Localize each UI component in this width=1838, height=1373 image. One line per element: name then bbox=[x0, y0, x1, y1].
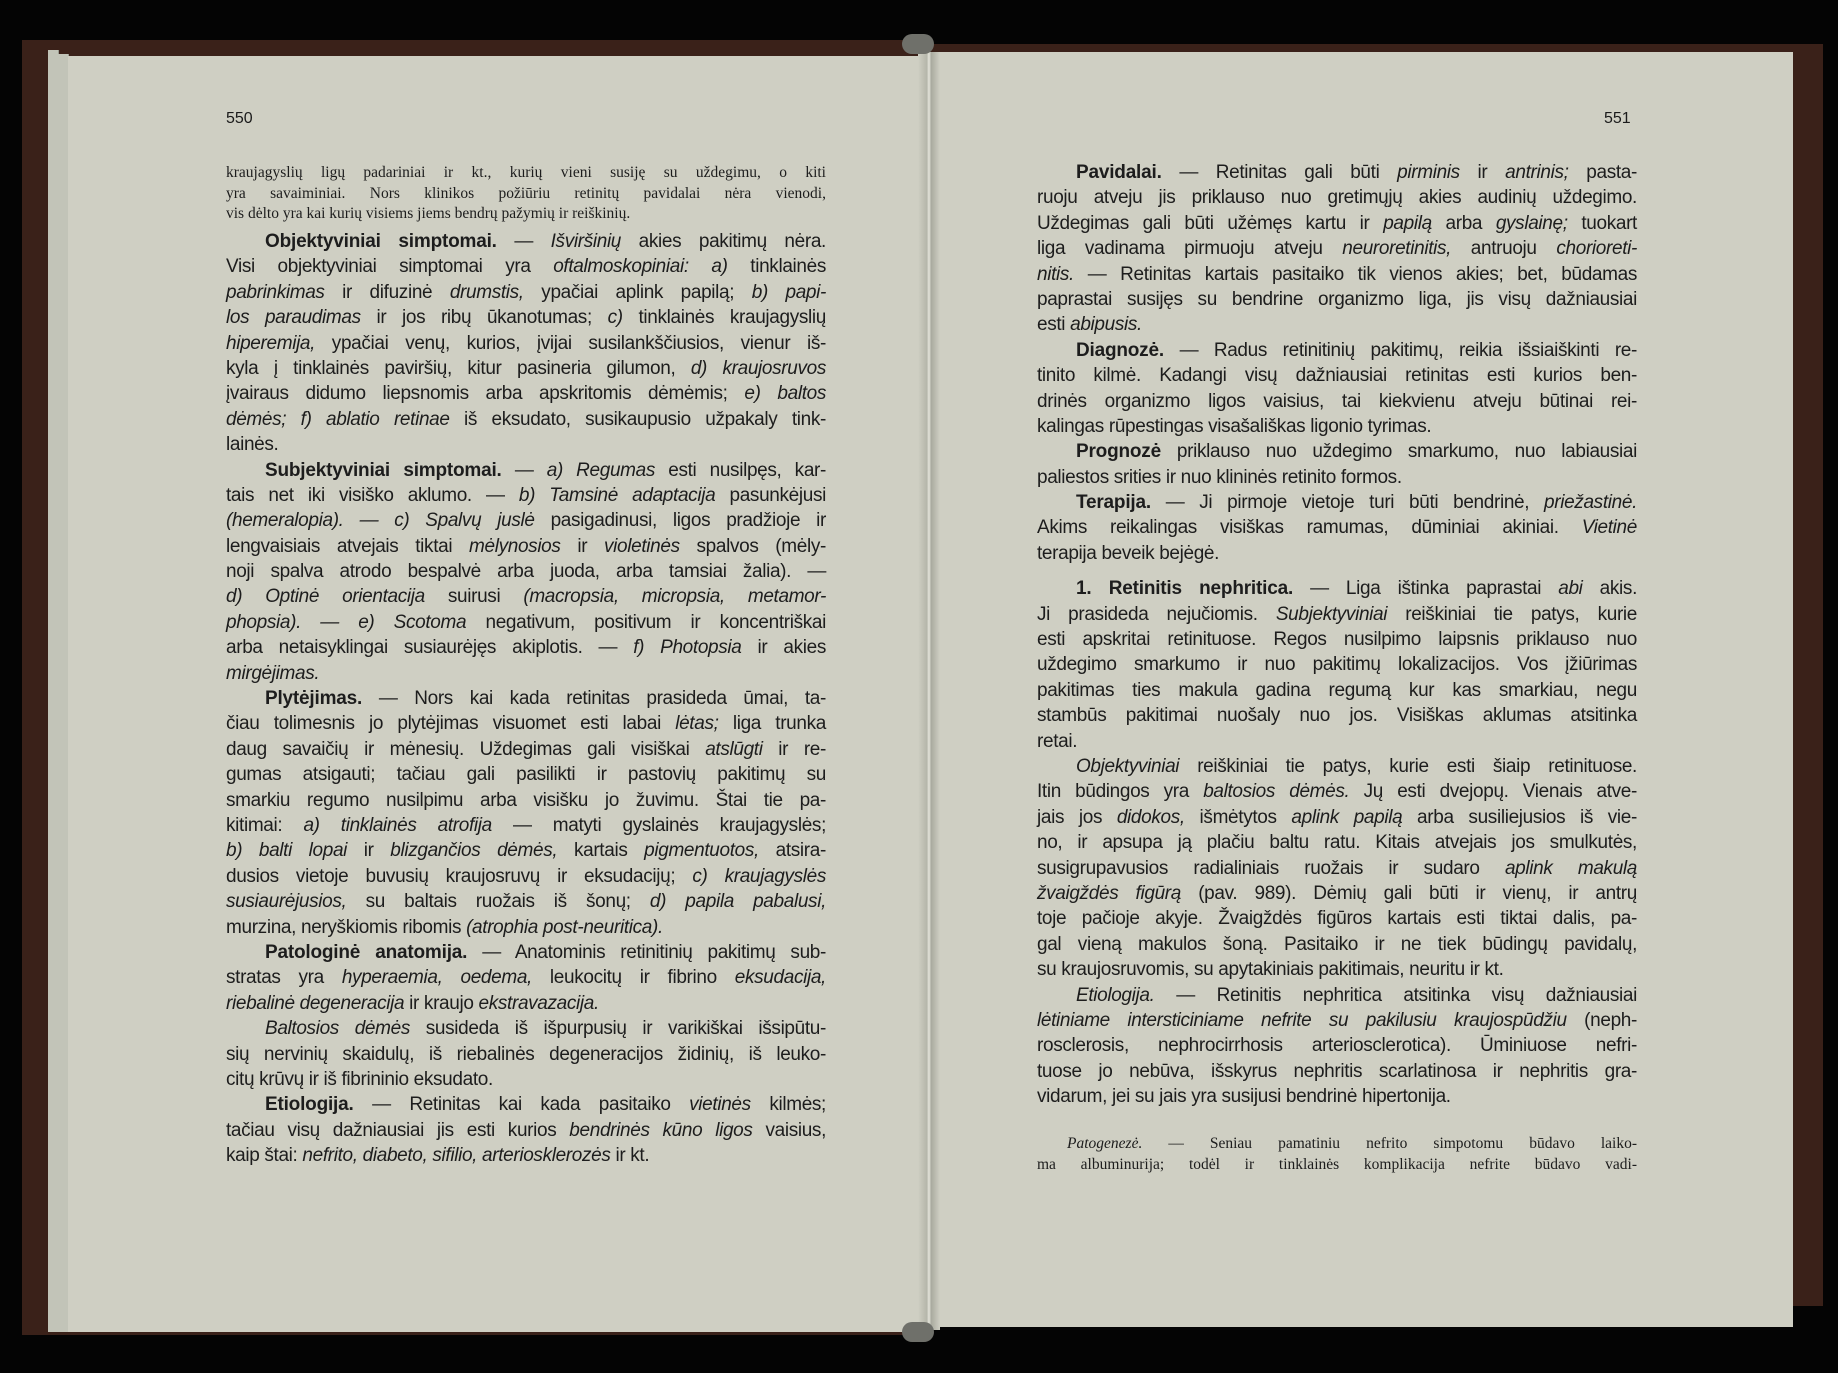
text-line: b) balti lopai ir blizgančios dėmės, kartais pigmentuotos, atsira- bbox=[226, 840, 826, 862]
emphasis: eksudacija, bbox=[734, 967, 826, 989]
text-line: Uždegimas gali būti užėmęs kartu ir papilą arba gyslainę; tuokart bbox=[1037, 212, 1637, 234]
emphasis: (atrophia post-neuritica). bbox=[466, 916, 663, 938]
paragraph bbox=[226, 686, 826, 940]
text-line: drinės organizmo ligos vaisius, tai kiekvienu atveju būtinai rei- bbox=[1037, 390, 1637, 412]
paragraph bbox=[1037, 576, 1637, 754]
emphasis: b) balti lopai bbox=[226, 840, 348, 862]
paragraph bbox=[226, 940, 826, 1016]
emphasis: priežastinė. bbox=[1544, 492, 1637, 514]
emphasis: riebalinė degeneracija bbox=[226, 992, 405, 1014]
text-line: gumas atsigauti; tačiau gali pasilikti ir pastovių pakitimų su bbox=[226, 764, 826, 786]
text-line: sių nervinių skaidulų, iš riebalinės degeneracijos židinių, iš leuko- bbox=[226, 1043, 826, 1065]
text-line: tačiau visų dažniausiai jis esti kurios bendrinės kūno ligos vaisius, bbox=[226, 1119, 827, 1141]
text-line: retai. bbox=[1037, 730, 1078, 752]
text-line: paliestos srities ir nuo klininės retinito formos. bbox=[1037, 466, 1402, 488]
emphasis: Baltosios dėmės bbox=[265, 1018, 410, 1040]
text-line: Diagnozė. — Radus retinitinių pakitimų, reikia išsiaiškinti re- bbox=[1076, 339, 1637, 361]
text-line: Akims reikalingas visiškas ramumas, dūminiai akiniai. Vietinė bbox=[1037, 517, 1637, 539]
emphasis: gyslainę; bbox=[1495, 212, 1568, 234]
text-line: pakitimas ties makula gadina regumą kur kas smarkiau, negu bbox=[1037, 679, 1637, 701]
emphasis: blizgančios dėmės, bbox=[390, 840, 558, 862]
emphasis: oftalmoskopiniai: a) bbox=[553, 256, 728, 278]
emphasis: abi bbox=[1558, 578, 1583, 600]
text-line: kraujagyslių ligų padariniai ir kt., kurių vieni susiję su uždegimu, o kiti bbox=[226, 164, 826, 181]
text-line: Visi objektyviniai simptomai yra oftalmoskopiniai: a) tinklainės bbox=[226, 256, 826, 278]
text-line: stratas yra hyperaemia, oedema, leukocitų ir fibrino eksudacija, bbox=[226, 967, 826, 989]
paragraph bbox=[1037, 338, 1637, 440]
text-line: paprastai susijęs su bendrine organizmo liga, jis visų dažniausiai bbox=[1037, 288, 1637, 310]
emphasis: c) kraujagyslės bbox=[692, 865, 826, 887]
text-line: stambūs pakitimai nuošaly nuo jos. Visiškas aklumas atsitinka bbox=[1037, 705, 1637, 727]
text-line: susigrupavusios radialiniais ruožais ir sudaro aplink makulą bbox=[1037, 857, 1637, 879]
text-line: Pavidalai. — Retinitas gali būti pirminis ir antrinis; pasta- bbox=[1076, 162, 1637, 183]
text-line: Prognozė priklauso nuo uždegimo smarkumo, nuo labiausiai bbox=[1076, 441, 1637, 463]
text-line: tais net iki visiško aklumo. — b) Tamsinė adaptacija pasunkėjusi bbox=[226, 484, 826, 506]
emphasis: violetinės bbox=[604, 535, 680, 557]
text-line: dėmės; f) ablatio retinae iš eksudato, susikaupusio užpakaly tink- bbox=[226, 408, 826, 430]
emphasis: a) Regumas bbox=[546, 459, 656, 481]
text-line: esti abipusis. bbox=[1037, 314, 1142, 336]
emphasis: e) baltos bbox=[744, 383, 826, 405]
text-line: Patologinė anatomija. — Anatominis retinitinių pakitimų sub- bbox=[265, 941, 826, 963]
text-line: noji spalva atrodo bespalvė arba juoda, arba tamsiai žalia). — bbox=[226, 561, 826, 583]
text-line: phopsia). — e) Scotoma negativum, positivum ir koncentriškai bbox=[226, 611, 827, 633]
emphasis: Subjektyviniai bbox=[1275, 603, 1388, 625]
emphasis: abipusis. bbox=[1070, 314, 1142, 336]
emphasis: ekstravazacija. bbox=[478, 992, 599, 1014]
text-line: Etiologija. — Retinitas kai kada pasitaiko vietinės kilmės; bbox=[265, 1094, 826, 1116]
text-line: įvairaus didumo liepsnomis arba apskritomis dėmėmis; e) baltos bbox=[226, 383, 826, 405]
emphasis: mirgėjimas. bbox=[226, 662, 320, 684]
text-line: Plytėjimas. — Nors kai kada retinitas prasideda ūmai, ta- bbox=[265, 688, 826, 710]
emphasis: neuroretinitis, bbox=[1342, 238, 1452, 260]
paragraph bbox=[226, 1092, 826, 1168]
text-line: kalingas rūpestingas visašališkas ligonio tyrimas. bbox=[1037, 415, 1432, 437]
emphasis: los paraudimas bbox=[226, 307, 361, 329]
emphasis: chorioreti- bbox=[1556, 238, 1637, 260]
emphasis: pirminis bbox=[1397, 162, 1460, 183]
emphasis: Patogenezė. bbox=[1067, 1135, 1143, 1152]
emphasis: d) papila pabalusi, bbox=[649, 891, 826, 913]
emphasis: vietinės bbox=[689, 1094, 751, 1116]
emphasis: hyperaemia, oedema, bbox=[341, 967, 532, 989]
section-heading: 1. Retinitis nephritica. bbox=[1076, 578, 1294, 600]
emphasis: c) bbox=[607, 307, 623, 329]
paragraph bbox=[1037, 160, 1637, 338]
emphasis: d) kraujosruvos bbox=[690, 357, 826, 379]
text-line: kyla į tinklainės paviršių, kitur pasineria gilumon, d) kraujosruvos bbox=[226, 357, 826, 379]
section-heading: Diagnozė. bbox=[1076, 339, 1164, 361]
text-line: Subjektyviniai simptomai. — a) Regumas esti nusilpęs, kar- bbox=[265, 459, 826, 481]
emphasis: nitis. bbox=[1037, 263, 1074, 285]
text-line: daug savaičių ir mėnesių. Uždegimas gali visiškai atslūgti ir re- bbox=[226, 738, 826, 760]
emphasis: pabrinkimas bbox=[226, 281, 325, 303]
emphasis: phopsia). — e) Scotoma bbox=[226, 611, 467, 633]
emphasis: b) Tamsinė adaptacija bbox=[518, 484, 716, 506]
text-line: Objektyviniai reiškiniai tie patys, kurie esti šiaip retinituose. bbox=[1076, 755, 1637, 777]
left-body-text bbox=[226, 229, 826, 1168]
page-number-right: 551 bbox=[1604, 110, 1631, 127]
text-line: lėtiniame intersticiniame nefrite su pakilusiu kraujospūdžiu (neph- bbox=[1037, 1009, 1637, 1031]
text-line: rosclerosis, nephrocirrhosis arteriosclerotica). Ūminiuose nefri- bbox=[1037, 1035, 1637, 1057]
text-line: terapija beveik bejėgė. bbox=[1037, 542, 1220, 564]
left-intro-text bbox=[226, 163, 826, 225]
paragraph bbox=[226, 458, 826, 687]
emphasis: susiaurėjusios, bbox=[226, 891, 347, 913]
text-line: tinito kilmė. Kadangi visų dažniausiai retinitas esti kurios ben- bbox=[1037, 365, 1637, 387]
text-line: susiaurėjusios, su baltais ruožais iš šonų; d) papila pabalusi, bbox=[226, 891, 826, 913]
emphasis: lėtas; bbox=[675, 713, 719, 735]
emphasis: antrinis; bbox=[1505, 162, 1569, 183]
emphasis: lėtiniame intersticiniame nefrite su pakilusiu kraujospūdžiu bbox=[1037, 1009, 1567, 1031]
paragraph bbox=[1037, 983, 1637, 1110]
emphasis: dėmės; f) ablatio retinae bbox=[226, 408, 450, 430]
paragraph bbox=[1037, 754, 1637, 983]
section-heading: Prognozė bbox=[1076, 441, 1161, 463]
emphasis: drumstis, bbox=[449, 281, 524, 303]
emphasis: f) Photopsia bbox=[633, 637, 742, 659]
paragraph bbox=[1037, 490, 1637, 566]
emphasis: a) tinklainės atrofija bbox=[303, 814, 492, 836]
section-heading: Subjektyviniai simptomai. bbox=[265, 459, 502, 481]
emphasis: aplink makulą bbox=[1504, 857, 1637, 879]
text-line: dusios vietoje buvusių kraujosruvų ir eksudacijų; c) kraujagyslės bbox=[226, 865, 826, 887]
emphasis: bendrinės kūno ligos bbox=[569, 1119, 753, 1141]
text-line: žvaigždės figūrą (pav. 989). Dėmių gali būti ir vienų, ir antrų bbox=[1037, 882, 1637, 904]
section-heading: Plytėjimas. bbox=[265, 688, 363, 710]
text-line: murzina, neryškiomis ribomis (atrophia post-neuritica). bbox=[226, 916, 663, 938]
text-line: Etiologija. — Retinitis nephritica atsitinka visų dažniausiai bbox=[1076, 984, 1637, 1006]
text-line: Baltosios dėmės susideda iš išpurpusių ir varikiškai išsipūtu- bbox=[265, 1018, 826, 1040]
text-line: lainės. bbox=[226, 434, 279, 456]
text-line: tuose jo nebūva, išskyrus nephritis scarlatinosa ir nephritis gra- bbox=[1037, 1060, 1637, 1082]
emphasis: atslūgti bbox=[705, 738, 763, 760]
emphasis: (hemeralopia). — c) Spalvų juslė bbox=[226, 510, 535, 532]
text-line: d) Optinė orientacija suirusi (macropsia, micropsia, metamor- bbox=[226, 586, 826, 608]
text-line: Itin būdingos yra baltosios dėmės. Jų esti dvejopų. Vienais atve- bbox=[1037, 781, 1637, 803]
text-line: hiperemija, ypačiai venų, kurios, įvijai susilankščiusios, vienur iš- bbox=[226, 332, 826, 354]
text-line: kaip štai: nefrito, diabeto, sifilio, arteriosklerozės ir kt. bbox=[226, 1145, 650, 1167]
emphasis: aplink papilą bbox=[1291, 806, 1403, 828]
text-line: jais jos didokos, išmėtytos aplink papilą arba susiliejusios iš vie- bbox=[1037, 806, 1637, 828]
emphasis: Išviršinių bbox=[550, 231, 622, 252]
text-line: riebalinė degeneracija ir kraujo ekstravazacija. bbox=[226, 992, 599, 1014]
text-line: (hemeralopia). — c) Spalvų juslė pasigadinusi, ligos pradžioje ir bbox=[226, 510, 826, 532]
emphasis: hiperemija, bbox=[226, 332, 316, 354]
page-number-left: 550 bbox=[226, 110, 253, 127]
emphasis: pigmentuotos, bbox=[644, 840, 759, 862]
paragraph bbox=[226, 1016, 826, 1092]
text-line: esti apskritai retinituose. Regos nusilpimo laipsnis priklauso nuo bbox=[1037, 629, 1637, 651]
emphasis: baltosios dėmės. bbox=[1203, 781, 1350, 803]
text-line: yra savaiminiai. Nors klinikos požiūriu retinitų pavidalai nėra vienodi, bbox=[226, 184, 826, 202]
emphasis: nefrito, diabeto, sifilio, arteriosklerozės bbox=[302, 1145, 611, 1167]
section-heading: Terapija. bbox=[1076, 492, 1151, 514]
text-line: toje pačioje akyje. Žvaigždės figūros kartais esti tiktai dalis, pa- bbox=[1037, 908, 1637, 930]
paragraph bbox=[1037, 439, 1637, 490]
emphasis: papilą bbox=[1383, 212, 1432, 234]
right-footnote-text bbox=[1037, 1133, 1637, 1175]
text-line: Terapija. — Ji pirmoje vietoje turi būti bendrinė, priežastinė. bbox=[1076, 492, 1637, 514]
text-line: los paraudimas ir jos ribų ūkanotumas; c) tinklainės kraujagyslių bbox=[226, 307, 826, 329]
binding-clip bbox=[902, 34, 934, 54]
text-line: nitis. — Retinitas kartais pasitaiko tik vienos akies; bet, būdamas bbox=[1037, 263, 1637, 285]
text-line: ma albuminurija; todėl ir tinklainės komplikacija nefrite būdavo vadi- bbox=[1037, 1156, 1637, 1173]
text-line: arba netaisyklingai susiaurėjęs akiplotis. — f) Photopsia ir akies bbox=[226, 637, 827, 659]
text-line: lengvaisiais atvejais tiktai mėlynosios ir violetinės spalvos (mėly- bbox=[226, 535, 826, 557]
emphasis: d) Optinė orientacija bbox=[226, 586, 425, 608]
emphasis: (macropsia, micropsia, metamor- bbox=[523, 586, 826, 608]
text-line: kitimai: a) tinklainės atrofija — matyti gyslainės kraujagyslės; bbox=[226, 814, 826, 836]
text-line: vis dėlto yra kai kurių visiems jiems bendrų pažymių ir reiškinių. bbox=[226, 205, 631, 222]
text-line: liga vadinama pirmuoju atveju neuroretinitis, antruoju chorioreti- bbox=[1037, 238, 1637, 260]
emphasis: didokos, bbox=[1116, 806, 1185, 828]
text-line: vidarum, jei su jais yra susijusi bendrinė hipertonija. bbox=[1037, 1086, 1451, 1108]
section-heading: Pavidalai. bbox=[1076, 162, 1162, 183]
text-line: uždegimo smarkumo ir nuo pakitimų lokalizacijos. Vos įžiūrimas bbox=[1037, 654, 1637, 676]
text-line: 1. Retinitis nephritica. — Liga ištinka paprastai abi akis. bbox=[1076, 578, 1638, 600]
text-line: pabrinkimas ir difuzinė drumstis, ypačiai aplink papilą; b) papi- bbox=[226, 281, 827, 303]
text-line: smarkiu regumo nusilpimu arba visišku jo žuvimu. Štai tie pa- bbox=[226, 789, 826, 811]
text-line bbox=[226, 661, 826, 686]
binding-clip bbox=[902, 1322, 934, 1342]
emphasis: Vietinė bbox=[1581, 517, 1637, 539]
section-heading: Objektyviniai simptomai. bbox=[265, 231, 497, 252]
emphasis: mėlynosios bbox=[469, 535, 561, 557]
paragraph bbox=[226, 229, 826, 458]
emphasis: b) papi- bbox=[751, 281, 827, 303]
text-line: Ji prasideda nejučiomis. Subjektyviniai reiškiniai tie patys, kurie bbox=[1037, 603, 1638, 625]
emphasis: Objektyviniai bbox=[1076, 755, 1180, 777]
text-line: čiau tolimesnis jo plytėjimas visuomet esti labai lėtas; liga trunka bbox=[226, 713, 826, 735]
section-heading: Etiologija. bbox=[265, 1094, 354, 1116]
text-line: su kraujosruvomis, su apytakiniais pakitimais, neuritu ir kt. bbox=[1037, 959, 1504, 981]
section-heading: Patologinė anatomija. bbox=[265, 941, 468, 963]
text-line: gal vieną makulos šoną. Pasitaiko ir ne tiek būdingų pavidalų, bbox=[1037, 933, 1637, 955]
text-line: no, ir apsupa ją plačiu baltu ratu. Kitais atvejais jos smulkutės, bbox=[1037, 832, 1637, 854]
right-body-text bbox=[1037, 160, 1637, 1109]
text-line: Patogenezė. — Seniau pamatiniu nefrito simpotomu būdavo laiko- bbox=[1067, 1135, 1637, 1152]
text-line: ruoju atveju jis priklauso nuo gretimųjų akies audinių uždegimo. bbox=[1037, 187, 1637, 209]
book-spine-gutter bbox=[918, 52, 940, 1330]
text-line: citų krūvų ir iš fibrininio eksudato. bbox=[226, 1068, 493, 1090]
emphasis: Etiologija. bbox=[1076, 984, 1155, 1006]
text-line: Objektyviniai simptomai. — Išviršinių akies pakitimų nėra. bbox=[265, 231, 826, 252]
emphasis: žvaigždės figūrą bbox=[1037, 882, 1181, 904]
